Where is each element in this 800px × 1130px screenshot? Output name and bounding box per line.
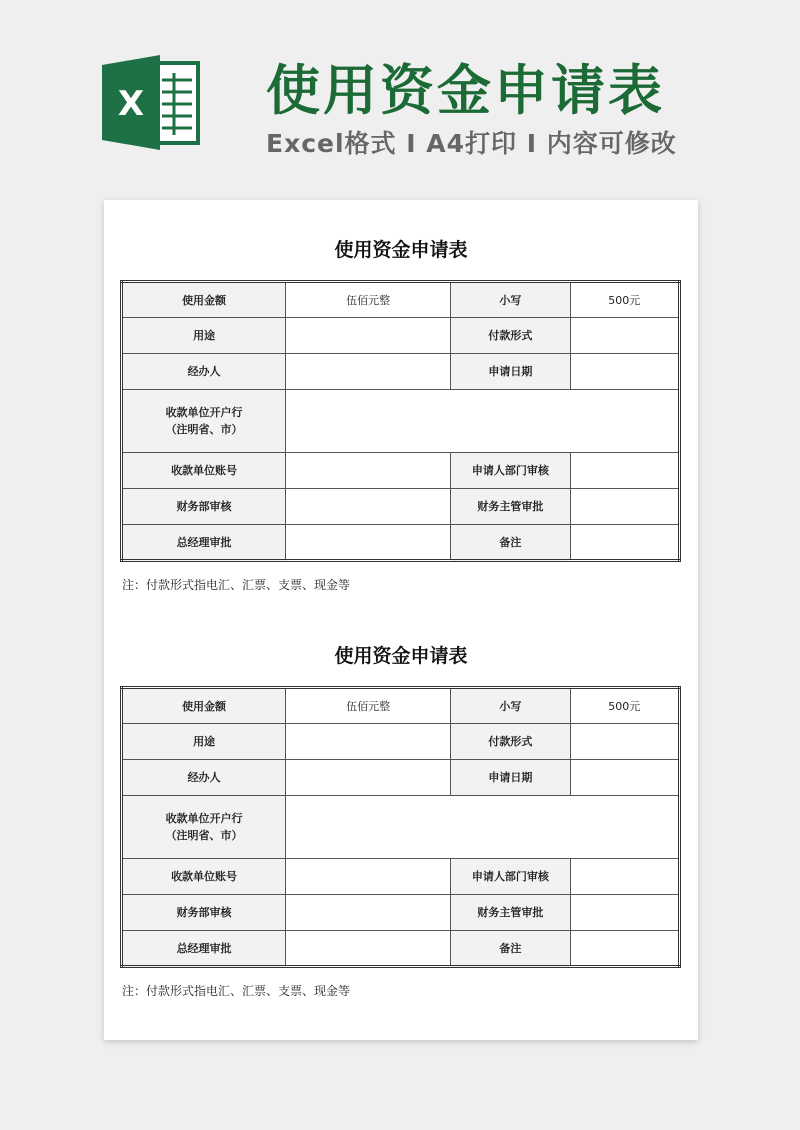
account-value-cell[interactable] <box>286 453 451 489</box>
finance-review-label: 财务部审核 <box>122 895 286 931</box>
table-row <box>122 931 680 967</box>
table-row <box>122 390 680 453</box>
form-note: 注：付款形式指电汇、汇票、支票、现金等 <box>122 984 351 998</box>
purpose-value-cell[interactable] <box>286 724 451 760</box>
amount-value-cell[interactable]: 伍佰元整 <box>286 282 451 318</box>
finance-review-label: 财务部审核 <box>122 489 286 525</box>
lower-amount-label: 小写 <box>451 282 570 318</box>
account-value-cell[interactable] <box>286 859 451 895</box>
handler-value-cell[interactable] <box>286 760 451 796</box>
remark-label: 备注 <box>451 931 570 967</box>
account-label: 收款单位账号 <box>122 859 286 895</box>
form-table <box>120 280 681 562</box>
form-title: 使用资金申请表 <box>334 645 468 667</box>
bank-value-cell[interactable] <box>286 796 680 859</box>
dept-review-label: 申请人部门审核 <box>451 453 570 489</box>
finance-review-value-cell[interactable] <box>286 489 451 525</box>
table-row <box>122 282 680 318</box>
logo-letter: X <box>117 84 145 124</box>
table-row <box>122 354 680 390</box>
amount-label: 使用金额 <box>122 282 286 318</box>
table-row <box>122 760 680 796</box>
handler-label: 经办人 <box>122 354 286 390</box>
dept-review-label: 申请人部门审核 <box>451 859 570 895</box>
finance-review-value-cell[interactable] <box>286 895 451 931</box>
handler-value-cell[interactable] <box>286 354 451 390</box>
lower-amount-label: 小写 <box>451 688 570 724</box>
apply-date-value-cell[interactable] <box>570 354 680 390</box>
table-row <box>122 688 680 724</box>
table-row <box>122 895 680 931</box>
remark-label: 备注 <box>451 525 570 561</box>
page-title: 使用资金申请表 <box>266 59 665 122</box>
amount-value-cell[interactable]: 伍佰元整 <box>286 688 451 724</box>
bank-label <box>122 390 286 453</box>
lower-amount-value-cell[interactable]: 500元 <box>570 282 680 318</box>
table-row <box>122 859 680 895</box>
purpose-label: 用途 <box>122 318 286 354</box>
document-sheet <box>104 200 698 1040</box>
bank-label-line2: （注明省、市） <box>165 423 243 436</box>
bank-label-line2: （注明省、市） <box>165 829 243 842</box>
finance-head-value-cell[interactable] <box>570 489 680 525</box>
table-row <box>122 796 680 859</box>
lower-amount-value-cell[interactable]: 500元 <box>570 688 680 724</box>
bank-label-line1: 收款单位开户行 <box>165 812 243 825</box>
payment-method-value-cell[interactable] <box>570 724 680 760</box>
account-label: 收款单位账号 <box>122 453 286 489</box>
payment-method-label: 付款形式 <box>451 724 570 760</box>
bank-label <box>122 796 286 859</box>
apply-date-label: 申请日期 <box>451 354 570 390</box>
purpose-label: 用途 <box>122 724 286 760</box>
finance-head-value-cell[interactable] <box>570 895 680 931</box>
apply-date-value-cell[interactable] <box>570 760 680 796</box>
dept-review-value-cell[interactable] <box>570 453 680 489</box>
gm-approval-value-cell[interactable] <box>286 931 451 967</box>
form-table <box>120 686 681 968</box>
amount-label: 使用金额 <box>122 688 286 724</box>
form-title: 使用资金申请表 <box>334 239 468 261</box>
gm-approval-label: 总经理审批 <box>122 931 286 967</box>
header <box>0 0 800 200</box>
apply-date-label: 申请日期 <box>451 760 570 796</box>
form-note: 注：付款形式指电汇、汇票、支票、现金等 <box>122 578 351 592</box>
table-row <box>122 525 680 561</box>
finance-head-label: 财务主管审批 <box>451 489 570 525</box>
finance-head-label: 财务主管审批 <box>451 895 570 931</box>
table-row <box>122 318 680 354</box>
excel-logo-icon <box>102 55 202 150</box>
payment-method-label: 付款形式 <box>451 318 570 354</box>
table-row <box>122 724 680 760</box>
handler-label: 经办人 <box>122 760 286 796</box>
payment-method-value-cell[interactable] <box>570 318 680 354</box>
bank-value-cell[interactable] <box>286 390 680 453</box>
table-row <box>122 489 680 525</box>
gm-approval-label: 总经理审批 <box>122 525 286 561</box>
remark-value-cell[interactable] <box>570 931 680 967</box>
dept-review-value-cell[interactable] <box>570 859 680 895</box>
remark-value-cell[interactable] <box>570 525 680 561</box>
gm-approval-value-cell[interactable] <box>286 525 451 561</box>
purpose-value-cell[interactable] <box>286 318 451 354</box>
table-row <box>122 453 680 489</box>
page-subtitle: Excel格式 I A4打印 I 内容可修改 <box>266 129 677 158</box>
bank-label-line1: 收款单位开户行 <box>165 406 243 419</box>
